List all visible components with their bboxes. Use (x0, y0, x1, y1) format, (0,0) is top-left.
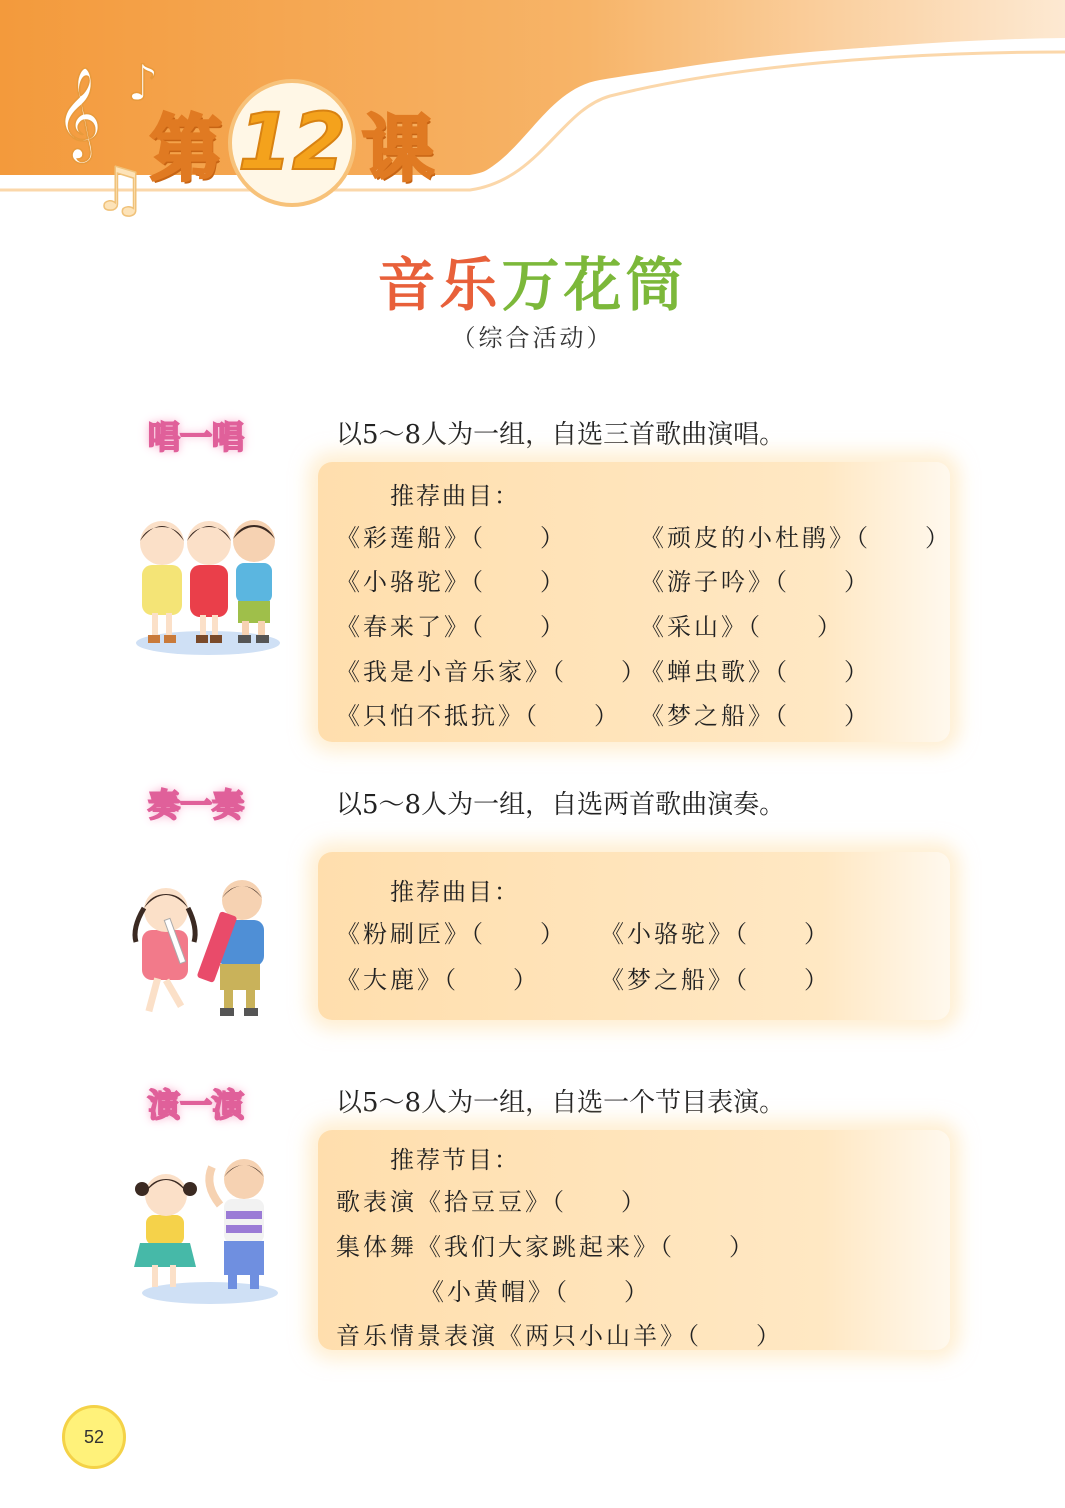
program-item: 《小黄帽》（ ） (420, 1278, 651, 1306)
panel-heading-play: 推荐曲目： (390, 878, 520, 906)
song-item: 《梦之船》（ ） (640, 702, 871, 730)
song-item: 《蝉虫歌》（ ） (640, 658, 871, 686)
song-item: 《小骆驼》（ ） (600, 920, 831, 948)
beamed-notes-icon: ♫ (93, 155, 147, 220)
section-intro-sing: 以5～8人为一组，自选三首歌曲演唱。 (336, 420, 786, 450)
page-title-part1: 音乐 (377, 251, 502, 319)
page-subtitle: （综合活动） (451, 324, 614, 352)
song-item: 《我是小音乐家》（ ） (336, 658, 648, 686)
song-item: 《小骆驼》（ ） (336, 568, 567, 596)
song-panel-play (318, 852, 950, 1020)
song-item: 《梦之船》（ ） (600, 966, 831, 994)
song-item: 《大鹿》（ ） (336, 966, 540, 994)
instrument-children-illustration (126, 878, 286, 1023)
singing-children-illustration (128, 505, 288, 660)
lesson-prefix: 第 (150, 107, 223, 191)
song-item: 《粉刷匠》（ ） (336, 920, 567, 948)
lesson-number: 12 (237, 98, 347, 188)
page-title (0, 238, 1065, 322)
song-item: 《春来了》（ ） (336, 613, 567, 641)
panel-heading-sing: 推荐曲目： (390, 482, 520, 510)
lesson-suffix: 课 (362, 107, 435, 191)
page-number: 52 (62, 1405, 126, 1469)
song-item: 《彩莲船》（ ） (336, 524, 567, 552)
section-label-sing: 唱一唱 (147, 418, 244, 456)
song-item: 《顽皮的小杜鹃》（ ） (640, 524, 952, 552)
section-intro-perform: 以5～8人为一组，自选一个节目表演。 (336, 1088, 786, 1118)
section-label-perform: 演一演 (147, 1086, 244, 1124)
treble-clef-icon: 𝄞 (55, 66, 103, 159)
eighth-note-icon: ♪ (127, 54, 159, 112)
panel-heading-perform: 推荐节目： (390, 1146, 520, 1174)
song-item: 《游子吟》（ ） (640, 568, 871, 596)
song-panel-sing (318, 462, 950, 742)
song-panel-perform (318, 1130, 950, 1350)
program-item: 音乐情景表演《两只小山羊》（ ） (336, 1322, 783, 1350)
lesson-number-badge (228, 79, 356, 207)
page-title-part2: 万花筒 (501, 251, 688, 319)
song-item: 《只怕不抵抗》（ ） (336, 702, 621, 730)
lesson-title (150, 88, 434, 198)
section-intro-play: 以5～8人为一组，自选两首歌曲演奏。 (336, 790, 786, 820)
program-item: 集体舞《我们大家跳起来》（ ） (336, 1233, 756, 1261)
program-item: 歌表演《拾豆豆》（ ） (336, 1188, 648, 1216)
section-label-play: 奏一奏 (147, 786, 244, 824)
dancing-children-illustration (132, 1155, 287, 1305)
song-item: 《采山》（ ） (640, 613, 844, 641)
